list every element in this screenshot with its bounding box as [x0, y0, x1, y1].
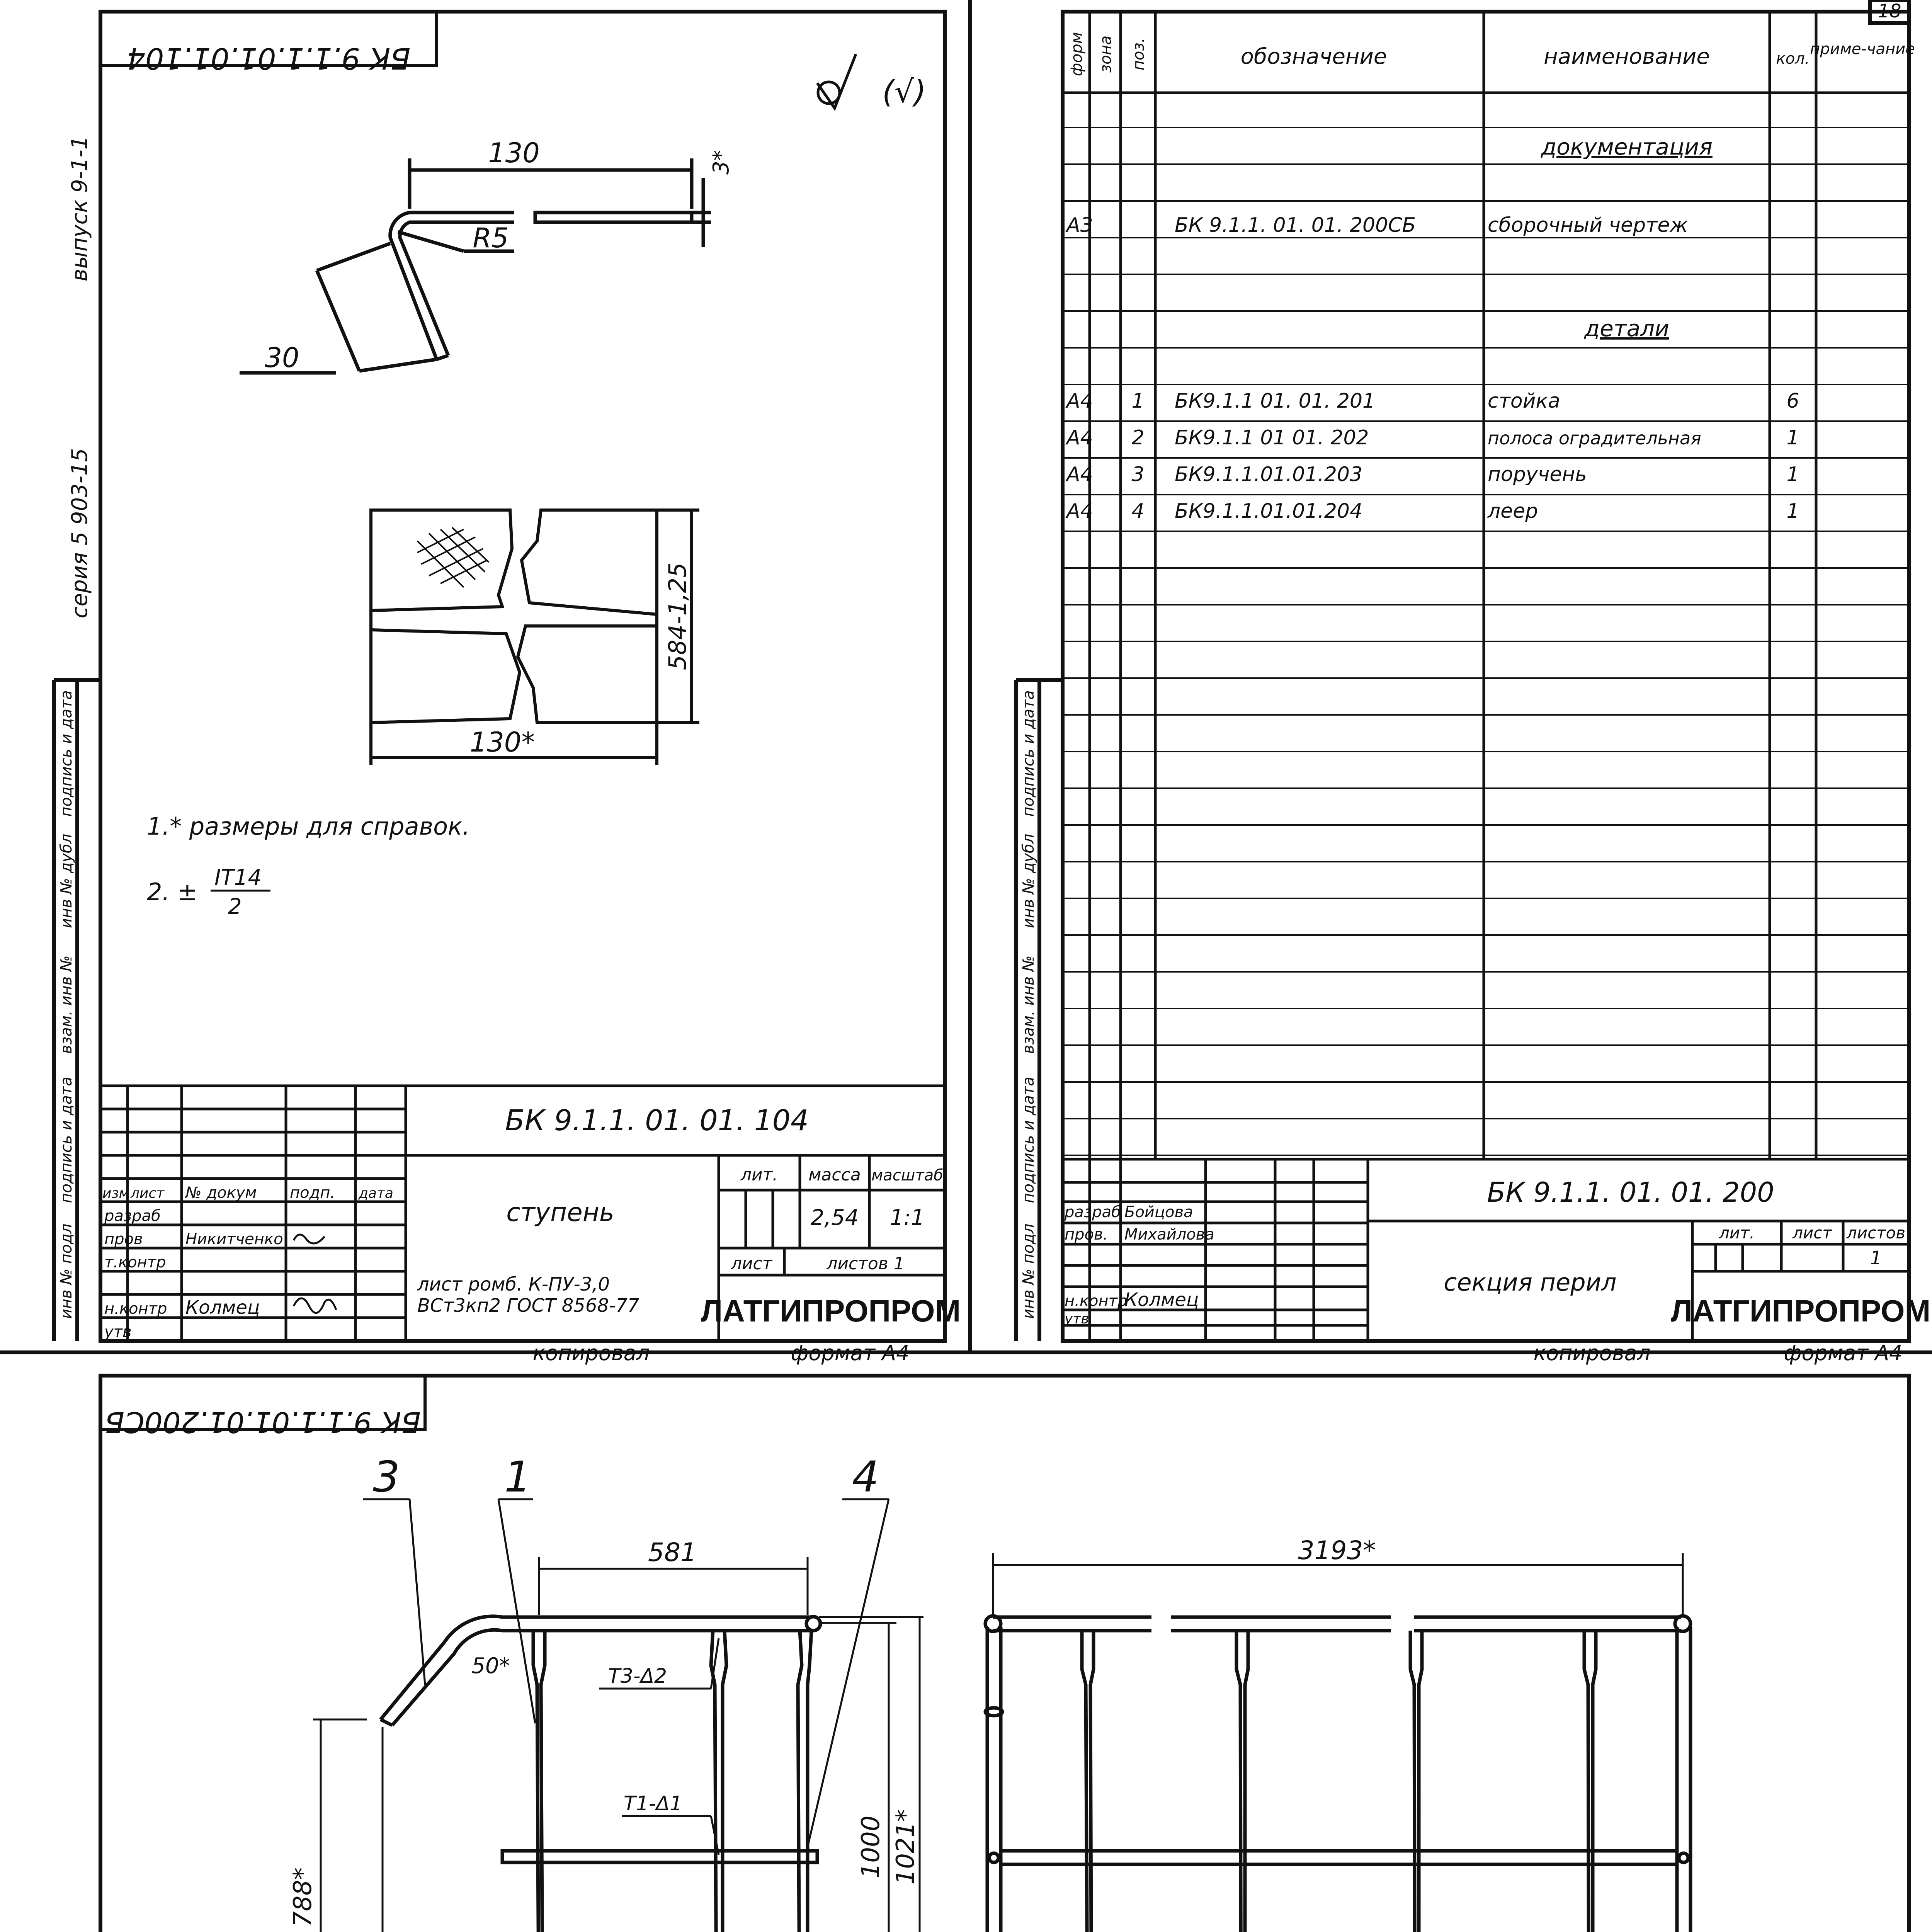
name-check: Михайлова [1124, 1226, 1214, 1243]
dim-788: 788* [289, 1867, 317, 1927]
stamp-label-2: подпись и дата [58, 1077, 75, 1203]
sheet1-mass-h: масса [808, 1165, 861, 1185]
dim-3: 3* [709, 150, 734, 175]
spec-fmt: А4 [1066, 426, 1093, 449]
spec-hdr-note: приме-чание [1810, 40, 1915, 58]
spec-qty: 1 [1786, 500, 1799, 523]
dim-r5: R5 [473, 222, 509, 254]
role-check: пров [104, 1230, 143, 1248]
spec-fmt: А4 [1066, 389, 1093, 413]
spec-hdr-fmt: форм [1068, 32, 1086, 77]
sheet1-copied: копировал [532, 1341, 650, 1365]
spec-section-parts: детали [1584, 315, 1669, 342]
role-dev: разраб [104, 1207, 161, 1225]
spec-hdr-pos: поз. [1130, 37, 1148, 71]
dim-584: 584-1,25 [663, 562, 692, 670]
sheet1-format: формат А4 [791, 1341, 910, 1365]
spec-name: полоса оградительная [1488, 428, 1701, 449]
stamp-label-5: подпись и дата [58, 690, 75, 817]
sheet2-copied: копировал [1533, 1341, 1651, 1365]
role-check: пров. [1065, 1226, 1108, 1243]
role-ncontr: н.контр [104, 1300, 167, 1318]
margin-stamp-left-top [58, 690, 75, 1319]
sheet2-sheet-h: лист [1793, 1223, 1832, 1242]
sheet2-designation: БК 9.1.1. 01. 01. 200 [1487, 1177, 1774, 1208]
sheet1-note-2: 2. ± [147, 878, 197, 906]
stamp-label-4: инв № дубл [58, 833, 75, 929]
sheet1-scale-h: масштаб [871, 1167, 943, 1184]
sheet1-scale: 1:1 [889, 1205, 925, 1230]
name-check: Никитченко [185, 1230, 283, 1248]
sheet1-designation: БК 9.1.1. 01. 01. 104 [505, 1104, 809, 1137]
sheet2-org: ЛАТГИПРОПРОМ [1670, 1294, 1931, 1328]
col-izm: изм [102, 1185, 129, 1201]
stamp-label-3: взам. инв № [1020, 955, 1037, 1054]
role-appr: утв [1065, 1311, 1089, 1327]
dim-1000: 1000 [857, 1815, 885, 1879]
spec-section-docs: документация [1541, 134, 1713, 160]
sheet1-sheets-h: листов 1 [827, 1254, 905, 1274]
spec-hdr-qty: кол. [1776, 50, 1810, 68]
series-label: серия 5 903-15 [67, 448, 92, 619]
spec-pos: 2 [1131, 426, 1145, 449]
spec-hdr-zone: зона [1097, 35, 1115, 73]
col-date: дата [359, 1185, 393, 1201]
stamp-label-3: взам. инв № [58, 955, 75, 1054]
sheet1-tol-num: IT14 [214, 865, 262, 890]
issue-label: выпуск 9-1-1 [67, 136, 92, 282]
spec-hdr-name: наименование [1544, 44, 1710, 69]
sheet1-name: ступень [506, 1197, 614, 1227]
weld-label-2: Т1-Δ1 [623, 1792, 683, 1815]
spec-qty: 6 [1786, 389, 1799, 413]
spec-fmt: А4 [1066, 500, 1093, 523]
margin-stamp-right-top [1020, 690, 1037, 1319]
dim-581: 581 [648, 1537, 697, 1567]
spec-des: БК9.1.1 01. 01. 201 [1175, 389, 1376, 413]
sheet1-tol-den: 2 [228, 894, 242, 919]
sheet2-sheets: 1 [1870, 1247, 1882, 1269]
dim-130-plan: 130* [469, 726, 535, 758]
stamp-label-4: инв № дубл [1020, 833, 1037, 929]
weld-label-1: Т3-Δ2 [608, 1665, 667, 1688]
page-number: 18 [1878, 0, 1901, 22]
spec-fmt: А4 [1066, 463, 1093, 486]
sheet1-code-rotated: БК 9.1.1.01.01.104 [126, 41, 411, 76]
sheet1-material-2: ВСт3кп2 ГОСТ 8568-77 [417, 1295, 639, 1316]
stamp-label-5: подпись и дата [1020, 690, 1037, 817]
spec-pos: 4 [1131, 500, 1145, 523]
stamp-label-1: инв № подл [1020, 1223, 1037, 1319]
callout-1: 1 [504, 1452, 531, 1502]
name-ncontr: Колмец [1124, 1289, 1199, 1311]
sheet2-format: формат А4 [1784, 1341, 1903, 1365]
spec-fmt: А3 [1066, 214, 1093, 237]
sheet2-lit: лит. [1719, 1223, 1755, 1242]
sheet3-code-rotated: БК 9.1.1.01.01.200СБ [105, 1405, 421, 1439]
dim-3193: 3193* [1298, 1536, 1376, 1565]
spec-des: БК9.1.1.01.01.204 [1175, 500, 1363, 523]
spec-name: сборочный чертеж [1488, 214, 1688, 237]
sheet1-note-1: 1.* размеры для справок. [147, 812, 470, 840]
role-ncontr: н.контр [1065, 1292, 1128, 1310]
sheet1-lit: лит. [740, 1165, 778, 1185]
name-dev: Бойцова [1124, 1203, 1193, 1221]
name-ncontr: Колмец [185, 1297, 260, 1318]
spec-des: БК9.1.1.01.01.203 [1175, 463, 1363, 486]
sheet2-sheets-h: листов [1846, 1223, 1906, 1242]
sheet1-mass: 2,54 [810, 1205, 859, 1230]
sheet1-material-1: лист ромб. К-ПУ-3,0 [417, 1274, 610, 1295]
spec-hdr-des: обозначение [1240, 44, 1387, 69]
col-list: лист [131, 1185, 165, 1201]
role-appr: утв [104, 1323, 132, 1341]
sheet2-name: секция перил [1444, 1268, 1617, 1296]
callout-3: 3 [373, 1452, 400, 1502]
spec-pos: 1 [1131, 389, 1145, 413]
spec-qty: 1 [1786, 463, 1799, 486]
spec-des: БК 9.1.1. 01. 01. 200СБ [1175, 214, 1416, 237]
dim-130: 130 [488, 137, 540, 169]
col-sign: подп. [290, 1184, 335, 1202]
roughness-label: (√) [882, 74, 926, 110]
spec-des: БК9.1.1 01 01. 202 [1175, 426, 1369, 449]
callout-4: 4 [852, 1452, 879, 1502]
spec-pos: 3 [1131, 463, 1145, 486]
spec-name: стойка [1488, 389, 1560, 413]
spec-qty: 1 [1786, 426, 1799, 449]
stamp-label-2: подпись и дата [1020, 1077, 1037, 1203]
role-tcontr: т.контр [104, 1253, 166, 1271]
role-dev: разраб [1065, 1203, 1121, 1221]
col-doc: № докум [185, 1184, 257, 1202]
sheet1-org: ЛАТГИПРОПРОМ [701, 1294, 961, 1328]
stamp-label-1: инв № подл [58, 1223, 75, 1319]
spec-name: поручень [1488, 463, 1587, 486]
spec-name: леер [1488, 500, 1538, 523]
dim-50: 50* [471, 1653, 510, 1679]
dim-30: 30 [265, 342, 299, 374]
dim-1021: 1021* [891, 1809, 920, 1885]
sheet1-sheet-h: лист [731, 1254, 772, 1274]
